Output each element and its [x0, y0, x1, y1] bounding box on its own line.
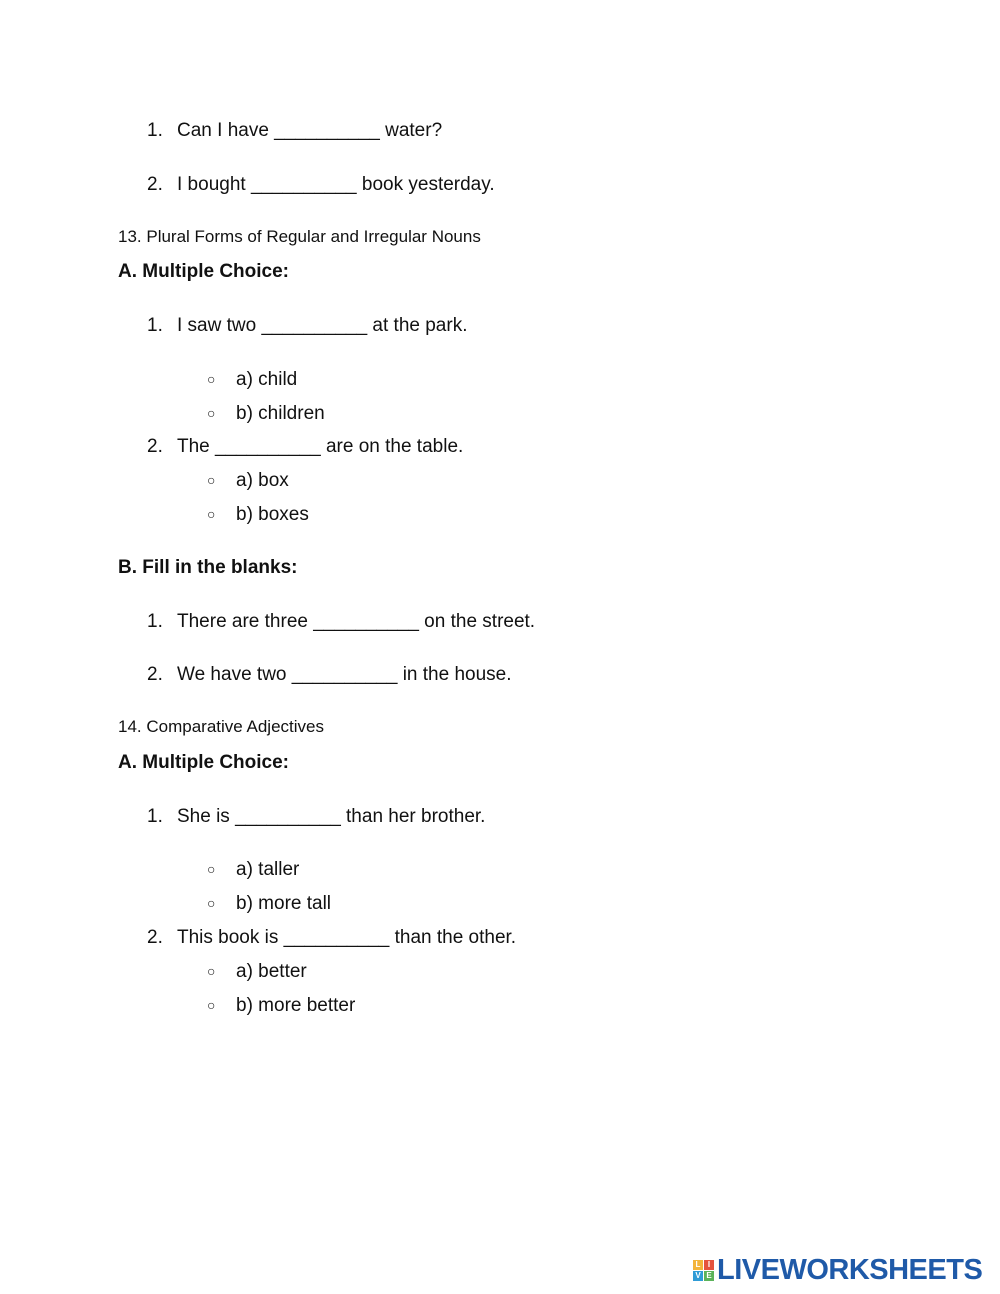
question-text: She is __________ than her brother. — [177, 806, 486, 827]
question-text: This book is __________ than the other. — [177, 927, 517, 948]
question-text: I saw two __________ at the park. — [177, 315, 468, 336]
section-title: 13. Plural Forms of Regular and Irregular Nouns — [118, 227, 481, 246]
option-bullet-icon: ○ — [207, 997, 216, 1013]
question-number: 2. — [147, 436, 163, 457]
part-heading: B. Fill in the blanks: — [118, 557, 298, 578]
option-bullet-icon: ○ — [207, 371, 216, 387]
question-text: I bought __________ book yesterday. — [177, 174, 495, 195]
logo-block: V — [693, 1271, 703, 1281]
option-bullet-icon: ○ — [207, 963, 216, 979]
option-text[interactable]: b) children — [236, 403, 325, 424]
option-bullet-icon: ○ — [207, 506, 216, 522]
question-number: 2. — [147, 927, 163, 948]
logo-text: LIVEWORKSHEETS — [717, 1253, 983, 1286]
question-number: 1. — [147, 806, 163, 827]
option-bullet-icon: ○ — [207, 895, 216, 911]
question-text: Can I have __________ water? — [177, 120, 443, 141]
option-bullet-icon: ○ — [207, 472, 216, 488]
part-heading: A. Multiple Choice: — [118, 752, 289, 773]
logo-blocks-icon — [693, 1260, 714, 1281]
question-number: 1. — [147, 120, 163, 141]
question-number: 1. — [147, 611, 163, 632]
liveworksheets-logo — [693, 1255, 982, 1285]
question-text: There are three __________ on the street. — [177, 611, 536, 632]
option-bullet-icon: ○ — [207, 405, 216, 421]
option-text[interactable]: a) taller — [236, 859, 300, 880]
part-heading: A. Multiple Choice: — [118, 261, 289, 282]
section-title: 14. Comparative Adjectives — [118, 717, 324, 736]
question-number: 2. — [147, 174, 163, 195]
question-text: We have two __________ in the house. — [177, 664, 512, 685]
option-text[interactable]: a) box — [236, 470, 289, 491]
logo-block: E — [704, 1271, 714, 1281]
option-text[interactable]: b) more better — [236, 995, 356, 1016]
option-bullet-icon: ○ — [207, 861, 216, 877]
logo-block: L — [693, 1260, 703, 1270]
question-number: 2. — [147, 664, 163, 685]
question-text: The __________ are on the table. — [177, 436, 464, 457]
option-text[interactable]: b) boxes — [236, 504, 309, 525]
option-text[interactable]: a) child — [236, 369, 298, 390]
question-number: 1. — [147, 315, 163, 336]
option-text[interactable]: b) more tall — [236, 893, 332, 914]
logo-block: I — [704, 1260, 714, 1270]
option-text[interactable]: a) better — [236, 961, 307, 982]
